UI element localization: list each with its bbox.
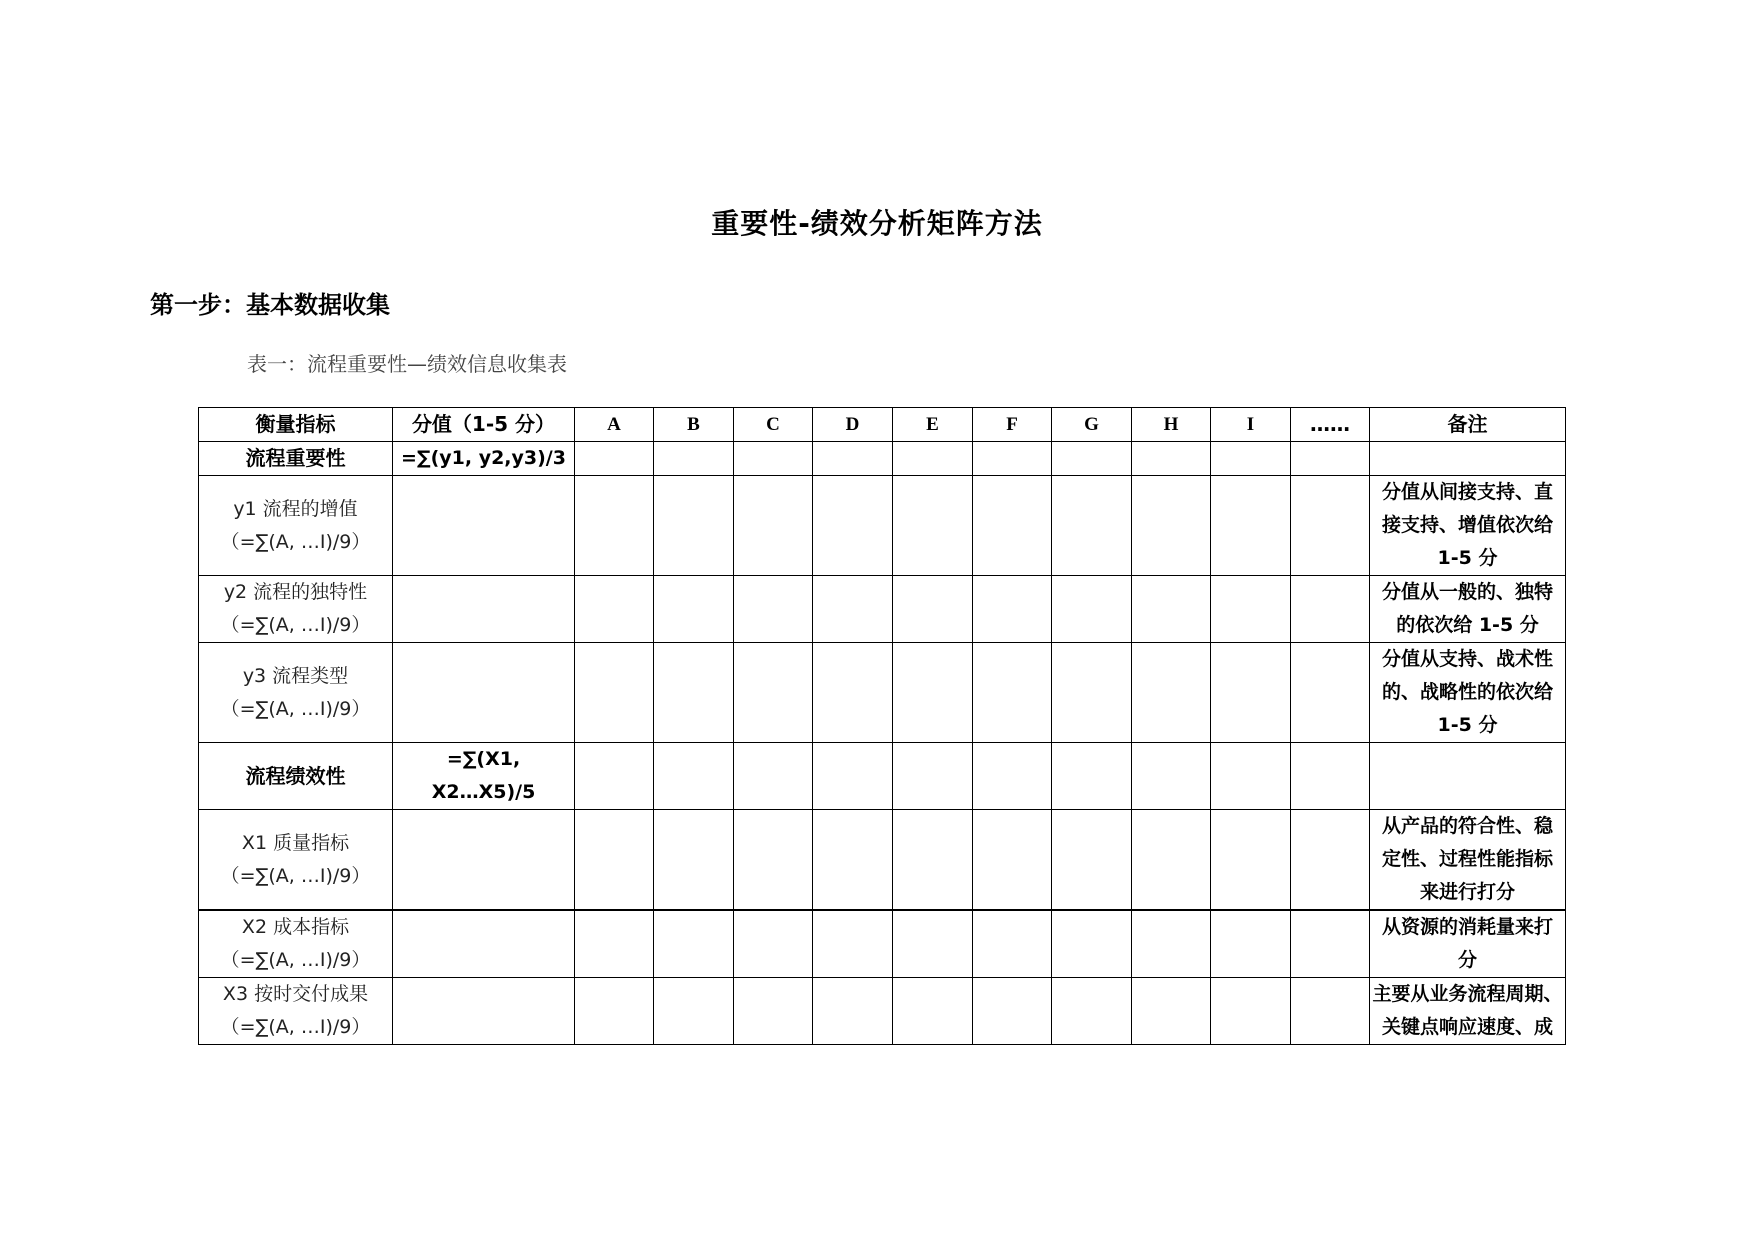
rating-cell bbox=[654, 910, 734, 978]
rating-cell bbox=[1291, 476, 1370, 576]
rating-cell bbox=[575, 476, 654, 576]
table-row bbox=[199, 442, 1566, 476]
rating-cell bbox=[893, 576, 973, 643]
rating-cell bbox=[1211, 743, 1291, 810]
rating-cell bbox=[654, 978, 734, 1045]
remark-line: 的依次给 1-5 分 bbox=[1396, 614, 1539, 636]
remark-line: 分 bbox=[1457, 949, 1477, 971]
rating-cell bbox=[813, 910, 893, 978]
rating-cell bbox=[654, 476, 734, 576]
rating-cell bbox=[1132, 476, 1211, 576]
rating-cell bbox=[1211, 978, 1291, 1045]
remark-cell bbox=[1370, 476, 1566, 576]
header-cell-6: E bbox=[893, 408, 973, 442]
remark-line: 从资源的消耗量来打 bbox=[1381, 916, 1553, 938]
metric-label bbox=[199, 643, 393, 743]
remark-cell bbox=[1370, 810, 1566, 911]
remark-cell bbox=[1370, 910, 1566, 978]
rating-cell bbox=[893, 978, 973, 1045]
score-formula bbox=[393, 576, 575, 643]
metric-label-line: y2 流程的独特性 bbox=[223, 581, 368, 603]
score-formula-line: =∑(X1, bbox=[446, 748, 521, 770]
rating-cell bbox=[654, 576, 734, 643]
metric-label-line: （=∑(A, …I)/9） bbox=[220, 949, 371, 971]
rating-cell bbox=[575, 910, 654, 978]
header-cell-8: G bbox=[1052, 408, 1132, 442]
table-row bbox=[199, 810, 1566, 911]
header-cell-12: 备注 bbox=[1370, 408, 1566, 442]
rating-cell bbox=[893, 442, 973, 476]
metric-label-line: （=∑(A, …I)/9） bbox=[220, 864, 371, 887]
rating-cell bbox=[1211, 576, 1291, 643]
remark-line: 从产品的符合性、稳 bbox=[1381, 815, 1553, 837]
rating-cell bbox=[893, 643, 973, 743]
rating-cell bbox=[893, 910, 973, 978]
score-formula-line: =∑(y1, y2,y3)/3 bbox=[401, 447, 566, 469]
metric-label-line: （=∑(A, …I)/9） bbox=[220, 697, 371, 720]
rating-cell bbox=[734, 978, 813, 1045]
rating-cell bbox=[1052, 643, 1132, 743]
remark-line: 的、战略性的依次给 bbox=[1381, 681, 1553, 703]
remark-line: 分值从间接支持、直 bbox=[1381, 481, 1553, 503]
table-row bbox=[199, 743, 1566, 810]
rating-cell bbox=[1132, 810, 1211, 911]
rating-cell bbox=[1052, 442, 1132, 476]
metric-label bbox=[199, 810, 393, 911]
score-formula bbox=[393, 810, 575, 911]
rating-cell bbox=[1052, 576, 1132, 643]
rating-cell bbox=[734, 476, 813, 576]
rating-cell bbox=[973, 810, 1052, 911]
metric-label bbox=[199, 442, 393, 476]
table-caption: 表一：流程重要性—绩效信息收集表 bbox=[247, 352, 567, 376]
rating-cell bbox=[1052, 810, 1132, 911]
rating-cell bbox=[1132, 910, 1211, 978]
rating-cell bbox=[654, 743, 734, 810]
rating-cell bbox=[813, 442, 893, 476]
rating-cell bbox=[734, 810, 813, 911]
metric-label bbox=[199, 576, 393, 643]
rating-cell bbox=[734, 643, 813, 743]
rating-cell bbox=[1291, 978, 1370, 1045]
rating-cell bbox=[734, 576, 813, 643]
rating-cell bbox=[813, 743, 893, 810]
rating-cell bbox=[1211, 910, 1291, 978]
metric-label-line: 流程重要性 bbox=[245, 446, 346, 470]
remark-line: 关键点响应速度、成 bbox=[1381, 1016, 1553, 1038]
rating-cell bbox=[1052, 743, 1132, 810]
rating-cell bbox=[575, 643, 654, 743]
rating-cell bbox=[654, 643, 734, 743]
rating-cell bbox=[813, 476, 893, 576]
remark-cell bbox=[1370, 743, 1566, 810]
rating-cell bbox=[973, 643, 1052, 743]
score-formula bbox=[393, 643, 575, 743]
metric-label-line: X1 质量指标 bbox=[241, 831, 350, 854]
metric-label-line: X2 成本指标 bbox=[241, 916, 350, 938]
rating-cell bbox=[1291, 810, 1370, 911]
metric-label-line: （=∑(A, …I)/9） bbox=[220, 1016, 371, 1038]
remark-line: 1-5 分 bbox=[1437, 714, 1498, 736]
score-formula bbox=[393, 442, 575, 476]
rating-cell bbox=[734, 442, 813, 476]
remark-line: 定性、过程性能指标 bbox=[1381, 848, 1553, 870]
rating-cell bbox=[654, 442, 734, 476]
rating-cell bbox=[1291, 643, 1370, 743]
rating-cell bbox=[575, 576, 654, 643]
remark-cell bbox=[1370, 978, 1566, 1045]
table-row bbox=[199, 643, 1566, 743]
rating-cell bbox=[1211, 476, 1291, 576]
header-cell-4: C bbox=[734, 408, 813, 442]
rating-cell bbox=[1132, 442, 1211, 476]
rating-cell bbox=[575, 442, 654, 476]
rating-cell bbox=[1132, 978, 1211, 1045]
rating-cell bbox=[813, 978, 893, 1045]
header-cell-11: …… bbox=[1291, 408, 1370, 442]
header-cell-1: 分值（1-5 分） bbox=[393, 408, 575, 442]
score-formula bbox=[393, 910, 575, 978]
rating-cell bbox=[1291, 743, 1370, 810]
rating-cell bbox=[813, 810, 893, 911]
metric-label bbox=[199, 743, 393, 810]
rating-cell bbox=[1132, 643, 1211, 743]
table-header-row bbox=[199, 408, 1566, 442]
rating-cell bbox=[973, 910, 1052, 978]
remark-line: 分值从一般的、独特 bbox=[1381, 581, 1553, 603]
table-row bbox=[199, 978, 1566, 1045]
rating-cell bbox=[893, 810, 973, 911]
rating-cell bbox=[1132, 576, 1211, 643]
rating-cell bbox=[893, 476, 973, 576]
metric-label bbox=[199, 910, 393, 978]
page-title: 重要性-绩效分析矩阵方法 bbox=[711, 207, 1043, 240]
rating-cell bbox=[1291, 442, 1370, 476]
rating-cell bbox=[973, 743, 1052, 810]
remark-cell bbox=[1370, 442, 1566, 476]
rating-cell bbox=[1132, 743, 1211, 810]
rating-cell bbox=[1291, 910, 1370, 978]
rating-cell bbox=[893, 743, 973, 810]
rating-cell bbox=[734, 743, 813, 810]
score-formula bbox=[393, 743, 575, 810]
header-cell-5: D bbox=[813, 408, 893, 442]
remark-cell bbox=[1370, 643, 1566, 743]
table-row bbox=[199, 476, 1566, 576]
rating-cell bbox=[575, 810, 654, 911]
rating-cell bbox=[654, 810, 734, 911]
metric-label-line: （=∑(A, …I)/9） bbox=[220, 614, 371, 636]
remark-line: 接支持、增值依次给 bbox=[1381, 514, 1553, 536]
header-cell-9: H bbox=[1132, 408, 1211, 442]
score-formula-line: X2…X5)/5 bbox=[431, 781, 536, 803]
remark-line: 主要从业务流程周期、 bbox=[1372, 983, 1563, 1005]
header-cell-0: 衡量指标 bbox=[199, 408, 393, 442]
rating-cell bbox=[575, 978, 654, 1045]
rating-cell bbox=[973, 978, 1052, 1045]
rating-cell bbox=[1211, 810, 1291, 911]
rating-cell bbox=[973, 476, 1052, 576]
importance-performance-table bbox=[198, 407, 1566, 1045]
section-heading: 第一步：基本数据收集 bbox=[150, 291, 390, 319]
rating-cell bbox=[1052, 978, 1132, 1045]
header-cell-3: B bbox=[654, 408, 734, 442]
rating-cell bbox=[813, 643, 893, 743]
rating-cell bbox=[734, 910, 813, 978]
rating-cell bbox=[1291, 576, 1370, 643]
rating-cell bbox=[1052, 476, 1132, 576]
rating-cell bbox=[575, 743, 654, 810]
rating-cell bbox=[973, 576, 1052, 643]
metric-label-line: X3 按时交付成果 bbox=[222, 983, 369, 1005]
remark-cell bbox=[1370, 576, 1566, 643]
remark-line: 1-5 分 bbox=[1437, 547, 1498, 569]
metric-label-line: y1 流程的增值 bbox=[233, 497, 358, 520]
rating-cell bbox=[1211, 643, 1291, 743]
header-cell-10: I bbox=[1211, 408, 1291, 442]
metric-label-line: y3 流程类型 bbox=[242, 664, 349, 687]
header-cell-7: F bbox=[973, 408, 1052, 442]
score-formula bbox=[393, 476, 575, 576]
rating-cell bbox=[813, 576, 893, 643]
metric-label-line: 流程绩效性 bbox=[245, 763, 346, 788]
table-row bbox=[199, 910, 1566, 978]
header-cell-2: A bbox=[575, 408, 654, 442]
rating-cell bbox=[973, 442, 1052, 476]
rating-cell bbox=[1052, 910, 1132, 978]
table-row bbox=[199, 576, 1566, 643]
metric-label bbox=[199, 978, 393, 1045]
metric-label bbox=[199, 476, 393, 576]
remark-line: 来进行打分 bbox=[1419, 881, 1515, 903]
rating-cell bbox=[1211, 442, 1291, 476]
score-formula bbox=[393, 978, 575, 1045]
remark-line: 分值从支持、战术性 bbox=[1381, 648, 1553, 670]
metric-label-line: （=∑(A, …I)/9） bbox=[220, 530, 371, 553]
